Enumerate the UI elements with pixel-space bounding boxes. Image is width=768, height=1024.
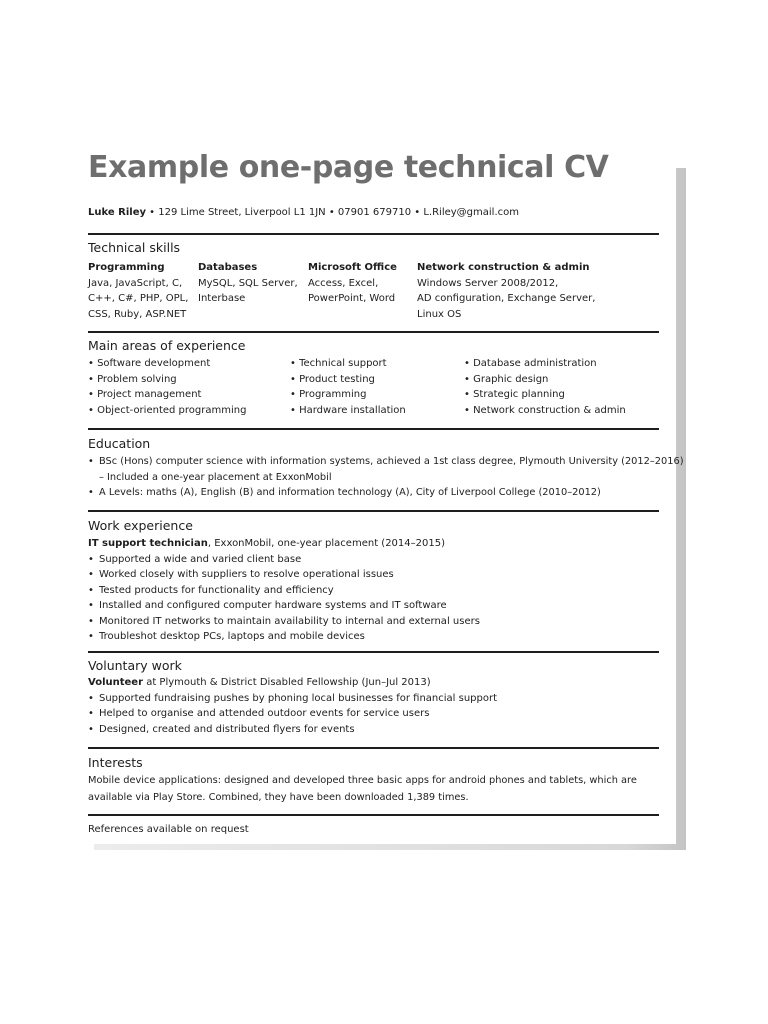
voluntary-work-list [88, 675, 497, 737]
section-divider [88, 651, 659, 653]
skill-line: AD configuration, Exchange Server, [417, 293, 596, 304]
section-divider [88, 233, 659, 235]
skill-line: Java, JavaScript, C, [88, 277, 183, 289]
skill-column-microsoft-office [308, 260, 397, 307]
volunteer-detail: at Plymouth & District Disabled Fellowship (Jun–Jul 2013) [143, 677, 431, 688]
skill-column-heading: Network construction & admin [417, 262, 590, 273]
work-bullet: • Tested products for functionality and efficiency [88, 583, 480, 599]
voluntary-bullet: • Helped to organise and attended outdoor events for service users [88, 706, 497, 722]
experience-item: • Graphic design [464, 373, 549, 385]
references-note: References available on request [88, 824, 249, 835]
section-heading-technical-skills: Technical skills [88, 240, 181, 255]
document-title: Example one-page technical CV [88, 150, 609, 185]
skill-column-heading: Databases [198, 262, 258, 273]
experience-item: • Problem solving [88, 373, 177, 385]
experience-item: • Project management [88, 389, 202, 400]
job-title-line [88, 536, 480, 552]
experience-column-1 [88, 356, 246, 418]
section-divider [88, 331, 659, 333]
work-bullet: • Troubleshot desktop PCs, laptops and mobile devices [88, 629, 480, 645]
experience-column-3 [464, 356, 626, 418]
experience-item: • Programming [290, 389, 367, 400]
skill-column-network [417, 260, 595, 322]
skill-line: Interbase [198, 293, 246, 304]
volunteer-role-line [88, 675, 497, 691]
work-bullet: • Monitored IT networks to maintain availability to internal and external users [88, 614, 480, 630]
education-list [88, 454, 684, 501]
skill-column-heading: Microsoft Office [308, 262, 397, 273]
contact-line [88, 207, 519, 218]
section-heading-voluntary-work: Voluntary work [88, 658, 182, 673]
voluntary-bullet: • Supported fundraising pushes by phoning local businesses for financial support [88, 691, 497, 707]
section-heading-education: Education [88, 436, 151, 451]
section-divider [88, 510, 659, 512]
skill-line: MySQL, SQL Server, [198, 277, 298, 289]
skill-column-heading: Programming [88, 262, 165, 273]
skill-line: Windows Server 2008/2012, [417, 277, 559, 289]
section-divider [88, 747, 659, 749]
experience-item: • Strategic planning [464, 389, 565, 400]
voluntary-bullet: • Designed, created and distributed flyers for events [88, 722, 497, 738]
volunteer-role: Volunteer [88, 677, 144, 688]
contact-details: • 129 Lime Street, Liverpool L1 1JN • 07901 679710 • L.Riley@gmail.com [146, 207, 519, 218]
experience-column-2 [290, 356, 406, 418]
work-experience-list [88, 536, 480, 645]
section-heading-work-experience: Work experience [88, 518, 193, 533]
interests-text: Mobile device applications: designed and developed three basic apps for android phones and tablets, which are available via Play Store. Combined, they have been downloaded 1,389 times. [88, 775, 637, 803]
experience-item: • Product testing [290, 373, 375, 385]
skill-column-databases [198, 260, 298, 307]
job-detail: , ExxonMobil, one-year placement (2014–2015) [207, 538, 445, 549]
work-bullet: • Worked closely with suppliers to resolve operational issues [88, 567, 480, 583]
experience-item: • Hardware installation [290, 404, 406, 416]
experience-item: • Network construction & admin [464, 404, 626, 416]
skill-line: PowerPoint, Word [308, 293, 396, 304]
education-item-continued: – Included a one-year placement at ExxonMobil [99, 471, 332, 483]
candidate-name: Luke Riley [88, 207, 146, 218]
education-item: • BSc (Hons) computer science with information systems, achieved a 1st class degree, Plymouth University (2012–2016) [88, 454, 684, 470]
skill-line: C++, C#, PHP, OPL, [88, 293, 189, 304]
experience-item: • Object-oriented programming [88, 404, 247, 416]
education-item: • A Levels: maths (A), English (B) and information technology (A), City of Liverpool College (2010–2012) [88, 485, 684, 501]
experience-item: • Software development [88, 358, 211, 369]
skill-line: CSS, Ruby, ASP.NET [88, 308, 187, 320]
skill-line: Access, Excel, [308, 277, 379, 289]
skill-line: Linux OS [417, 308, 462, 320]
work-bullet: • Installed and configured computer hardware systems and IT software [88, 598, 480, 614]
section-heading-experience-areas: Main areas of experience [88, 338, 246, 353]
experience-item: • Database administration [464, 358, 597, 369]
section-divider [88, 428, 659, 430]
job-title: IT support technician [88, 538, 208, 549]
work-bullet: • Supported a wide and varied client base [88, 552, 480, 568]
skill-column-programming [88, 260, 188, 322]
experience-item: • Technical support [290, 358, 387, 369]
section-heading-interests: Interests [88, 755, 143, 770]
section-divider [88, 814, 659, 816]
